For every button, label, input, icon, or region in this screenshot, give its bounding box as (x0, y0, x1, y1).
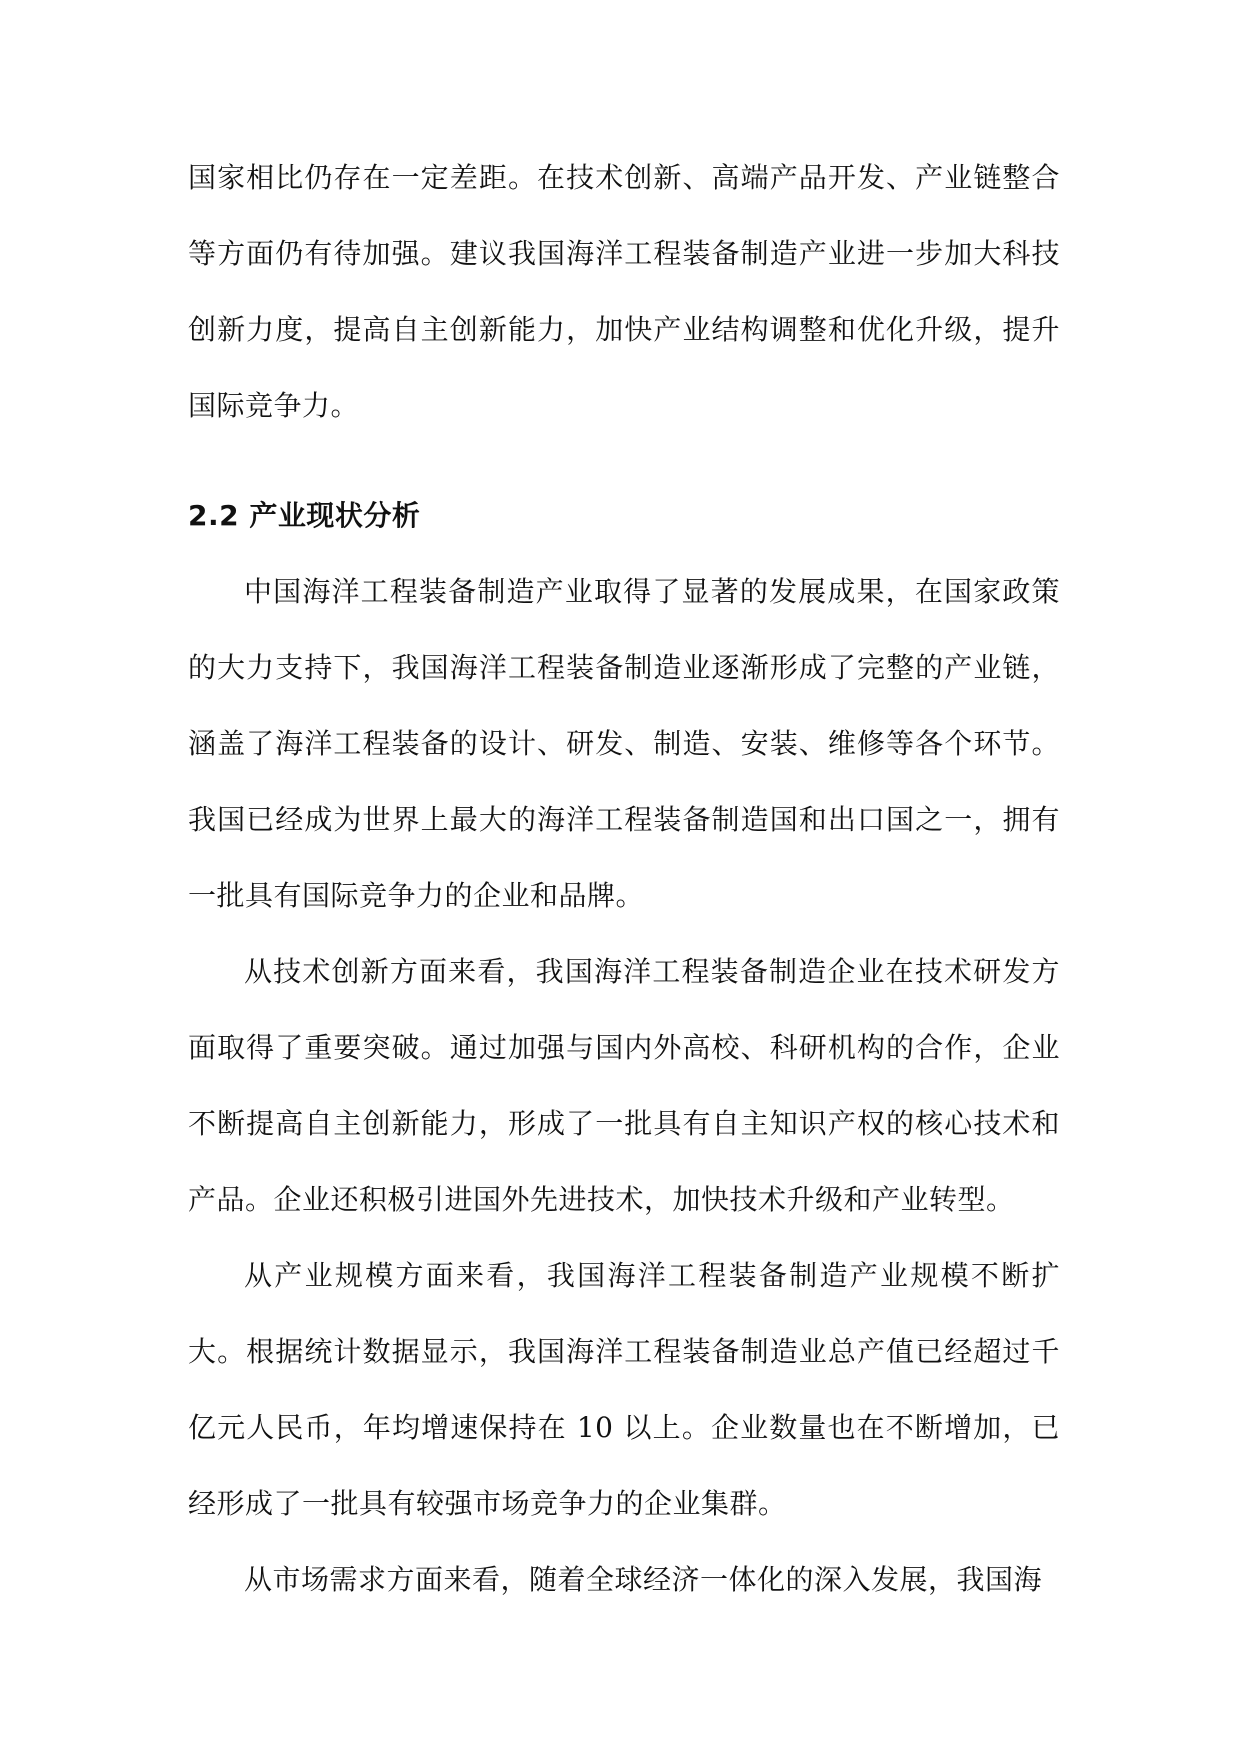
document-body (188, 140, 1060, 1618)
paragraph-market-demand: 从市场需求方面来看，随着全球经济一体化的深入发展，我国海 (244, 1563, 1043, 1596)
section-heading: 2.2 产业现状分析 (188, 499, 421, 532)
paragraph-industry-overview: 中国海洋工程装备制造产业取得了显著的发展成果，在国家政策的大力支持下，我国海洋工程装备制造业逐渐形成了完整的产业链，涵盖了海洋工程装备的设计、研发、制造、安装、维修等各个环节。我国已经成为世界上最大的海洋工程装备制造国和出口国之一，拥有一批具有国际竞争力的企业和品牌。 (188, 575, 1060, 912)
paragraph-technology-innovation: 从技术创新方面来看，我国海洋工程装备制造企业在技术研发方面取得了重要突破。通过加强与国内外高校、科研机构的合作，企业不断提高自主创新能力，形成了一批具有自主知识产权的核心技术和产品。企业还积极引进国外先进技术，加快技术升级和产业转型。 (188, 955, 1060, 1216)
paragraph-continued: 国家相比仍存在一定差距。在技术创新、高端产品开发、产业链整合等方面仍有待加强。建议我国海洋工程装备制造产业进一步加大科技创新力度，提高自主创新能力，加快产业结构调整和优化升级，提升国际竞争力。 (188, 161, 1060, 422)
paragraph-industry-scale: 从产业规模方面来看，我国海洋工程装备制造产业规模不断扩大。根据统计数据显示，我国海洋工程装备制造业总产值已经超过千亿元人民币，年均增速保持在 10 以上。企业数量也在不断增加，已经形成了一批具有较强市场竞争力的企业集群。 (188, 1259, 1060, 1520)
